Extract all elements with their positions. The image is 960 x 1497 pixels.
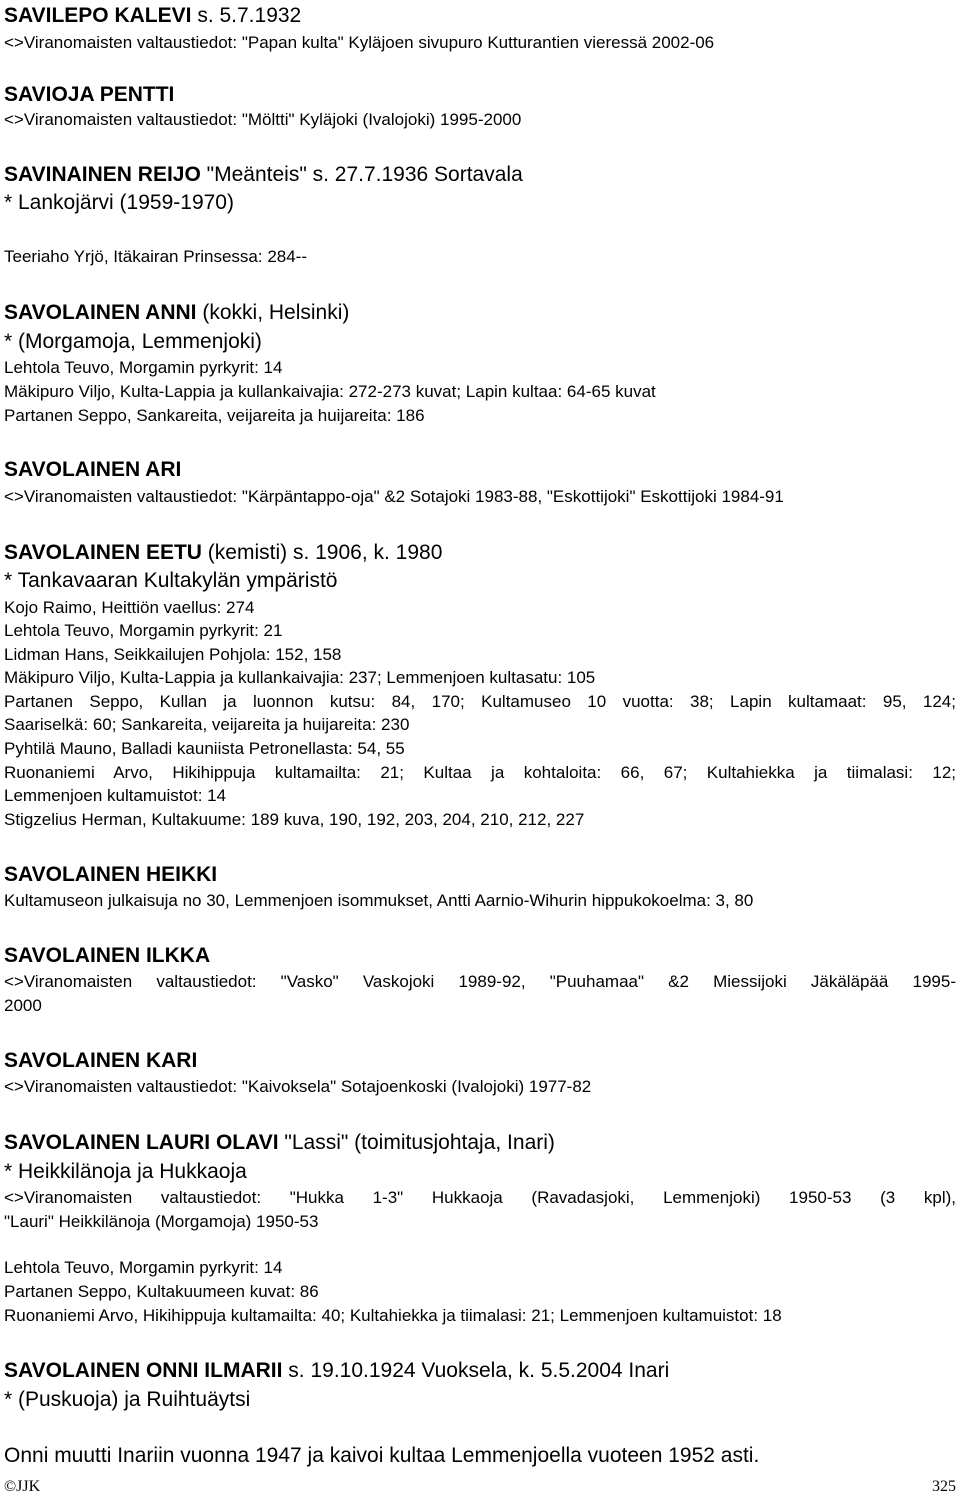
reference-line: Partanen Seppo, Kultakuumeen kuvat: 86 <box>4 1282 319 1301</box>
entry-details: (kemisti) s. 1906, k. 1980 <box>201 541 443 564</box>
reference-line: Ruonaniemi Arvo, Hikihippuja kultamailta: 40; Kultahiekka ja tiimalasi: 21; Lemmenjoen kultamuistot: 18 <box>4 1306 782 1325</box>
reference-line: Partanen Seppo, Kullan ja luonnon kutsu: 84, 170; Kultamuseo 10 vuotta: 38; Lapin kultamaat: 95, 124; <box>4 692 956 711</box>
reference-line: Ruonaniemi Arvo, Hikihippuja kultamailta: 21; Kultaa ja kohtaloita: 66, 67; Kultahiekka ja tiimalasi: 12; <box>4 763 956 782</box>
claims-line: "Lauri" Heikkilänoja (Morgamoja) 1950-53 <box>4 1212 319 1231</box>
location-line: * Heikkilänoja ja Hukkaoja <box>4 1160 247 1183</box>
footer-copyright: ©JJK <box>4 1478 41 1495</box>
reference-line: Mäkipuro Viljo, Kulta-Lappia ja kullankaivajia: 272-273 kuvat; Lapin kultaa: 64-65 kuvat <box>4 382 656 401</box>
entry-details: s. 19.10.1924 Vuoksela, k. 5.5.2004 Inari <box>282 1359 670 1382</box>
entry-details: "Lassi" (toimitusjohtaja, Inari) <box>278 1131 555 1154</box>
entry-name: SAVOLAINEN ONNI ILMARII <box>4 1359 283 1382</box>
reference-line: Lehtola Teuvo, Morgamin pyrkyrit: 21 <box>4 621 283 640</box>
location-line: * (Puskuoja) ja Ruihtuäytsi <box>4 1388 251 1411</box>
entry-heading <box>4 84 174 105</box>
claims-line: <>Viranomaisten valtaustiedot: "Hukka 1-3" Hukkaoja (Ravadasjoki, Lemmenjoki) 1950-53 (3 kpl), <box>4 1188 956 1207</box>
reference-line: Lehtola Teuvo, Morgamin pyrkyrit: 14 <box>4 1258 283 1277</box>
reference-line: Partanen Seppo, Sankareita, veijareita ja huijareita: 186 <box>4 406 425 425</box>
entry-heading <box>4 5 301 26</box>
entry-details: s. 5.7.1932 <box>191 4 302 27</box>
claims-line: <>Viranomaisten valtaustiedot: "Möltti" Kyläjoki (Ivalojoki) 1995-2000 <box>4 110 522 129</box>
entry-name: SAVOLAINEN HEIKKI <box>4 863 218 886</box>
entry-name: SAVILEPO KALEVI <box>4 4 192 27</box>
claims-line: <>Viranomaisten valtaustiedot: "Vasko" Vaskojoki 1989-92, "Puuhamaa" &2 Miessijoki Jäkäläpää 1995- <box>4 972 956 991</box>
entry-details: (kokki, Helsinki) <box>196 301 350 324</box>
entry-heading <box>4 1360 669 1381</box>
entry-name: SAVOLAINEN ARI <box>4 458 182 481</box>
claims-line: <>Viranomaisten valtaustiedot: "Kärpäntappo-oja" &2 Sotajoki 1983-88, "Eskottijoki" Eskottijoki 1984-91 <box>4 487 784 506</box>
page-number: 325 <box>932 1478 956 1495</box>
entry-name: SAVOLAINEN ILKKA <box>4 944 211 967</box>
claims-line: <>Viranomaisten valtaustiedot: "Kaivoksela" Sotajoenkoski (Ivalojoki) 1977-82 <box>4 1077 592 1096</box>
reference-line: Lidman Hans, Seikkailujen Pohjola: 152, 158 <box>4 645 342 664</box>
entry-name: SAVOLAINEN KARI <box>4 1049 198 1072</box>
entry-name: SAVIOJA PENTTI <box>4 83 175 106</box>
reference-line: Pyhtilä Mauno, Balladi kauniista Petronellasta: 54, 55 <box>4 739 405 758</box>
location-line: * (Morgamoja, Lemmenjoki) <box>4 330 262 353</box>
location-line: * Tankavaaran Kultakylän ympäristö <box>4 569 338 592</box>
entry-name: SAVINAINEN REIJO <box>4 163 201 186</box>
entry-name: SAVOLAINEN LAURI OLAVI <box>4 1131 279 1154</box>
reference-line: Lemmenjoen kultamuistot: 14 <box>4 786 227 805</box>
entry-heading <box>4 302 349 323</box>
entry-heading <box>4 864 217 885</box>
reference-line: Kultamuseon julkaisuja no 30, Lemmenjoen isommukset, Antti Aarnio-Wihurin hippukokoelma: 3, 80 <box>4 891 754 910</box>
location-line: * Lankojärvi (1959-1970) <box>4 191 234 214</box>
entry-heading <box>4 1132 555 1153</box>
claims-line: 2000 <box>4 996 42 1015</box>
entry-heading <box>4 164 523 185</box>
entry-heading <box>4 542 442 563</box>
claims-line: <>Viranomaisten valtaustiedot: "Papan kulta" Kyläjoen sivupuro Kutturantien vieressä 2002-06 <box>4 33 715 52</box>
note-line: Onni muutti Inariin vuonna 1947 ja kaivoi kultaa Lemmenjoella vuoteen 1952 asti. <box>4 1444 760 1467</box>
reference-line: Kojo Raimo, Heittiön vaellus: 274 <box>4 598 255 617</box>
entry-heading <box>4 945 210 966</box>
reference-line: Teeriaho Yrjö, Itäkairan Prinsessa: 284-- <box>4 247 308 266</box>
entry-details: "Meänteis" s. 27.7.1936 Sortavala <box>200 163 523 186</box>
entry-name: SAVOLAINEN EETU <box>4 541 202 564</box>
entry-name: SAVOLAINEN ANNI <box>4 301 197 324</box>
entry-heading <box>4 459 181 480</box>
reference-line: Saariselkä: 60; Sankareita, veijareita ja huijareita: 230 <box>4 715 410 734</box>
reference-line: Mäkipuro Viljo, Kulta-Lappia ja kullankaivajia: 237; Lemmenjoen kultasatu: 105 <box>4 668 596 687</box>
reference-line: Lehtola Teuvo, Morgamin pyrkyrit: 14 <box>4 358 283 377</box>
reference-line: Stigzelius Herman, Kultakuume: 189 kuva, 190, 192, 203, 204, 210, 212, 227 <box>4 810 585 829</box>
entry-heading <box>4 1050 197 1071</box>
